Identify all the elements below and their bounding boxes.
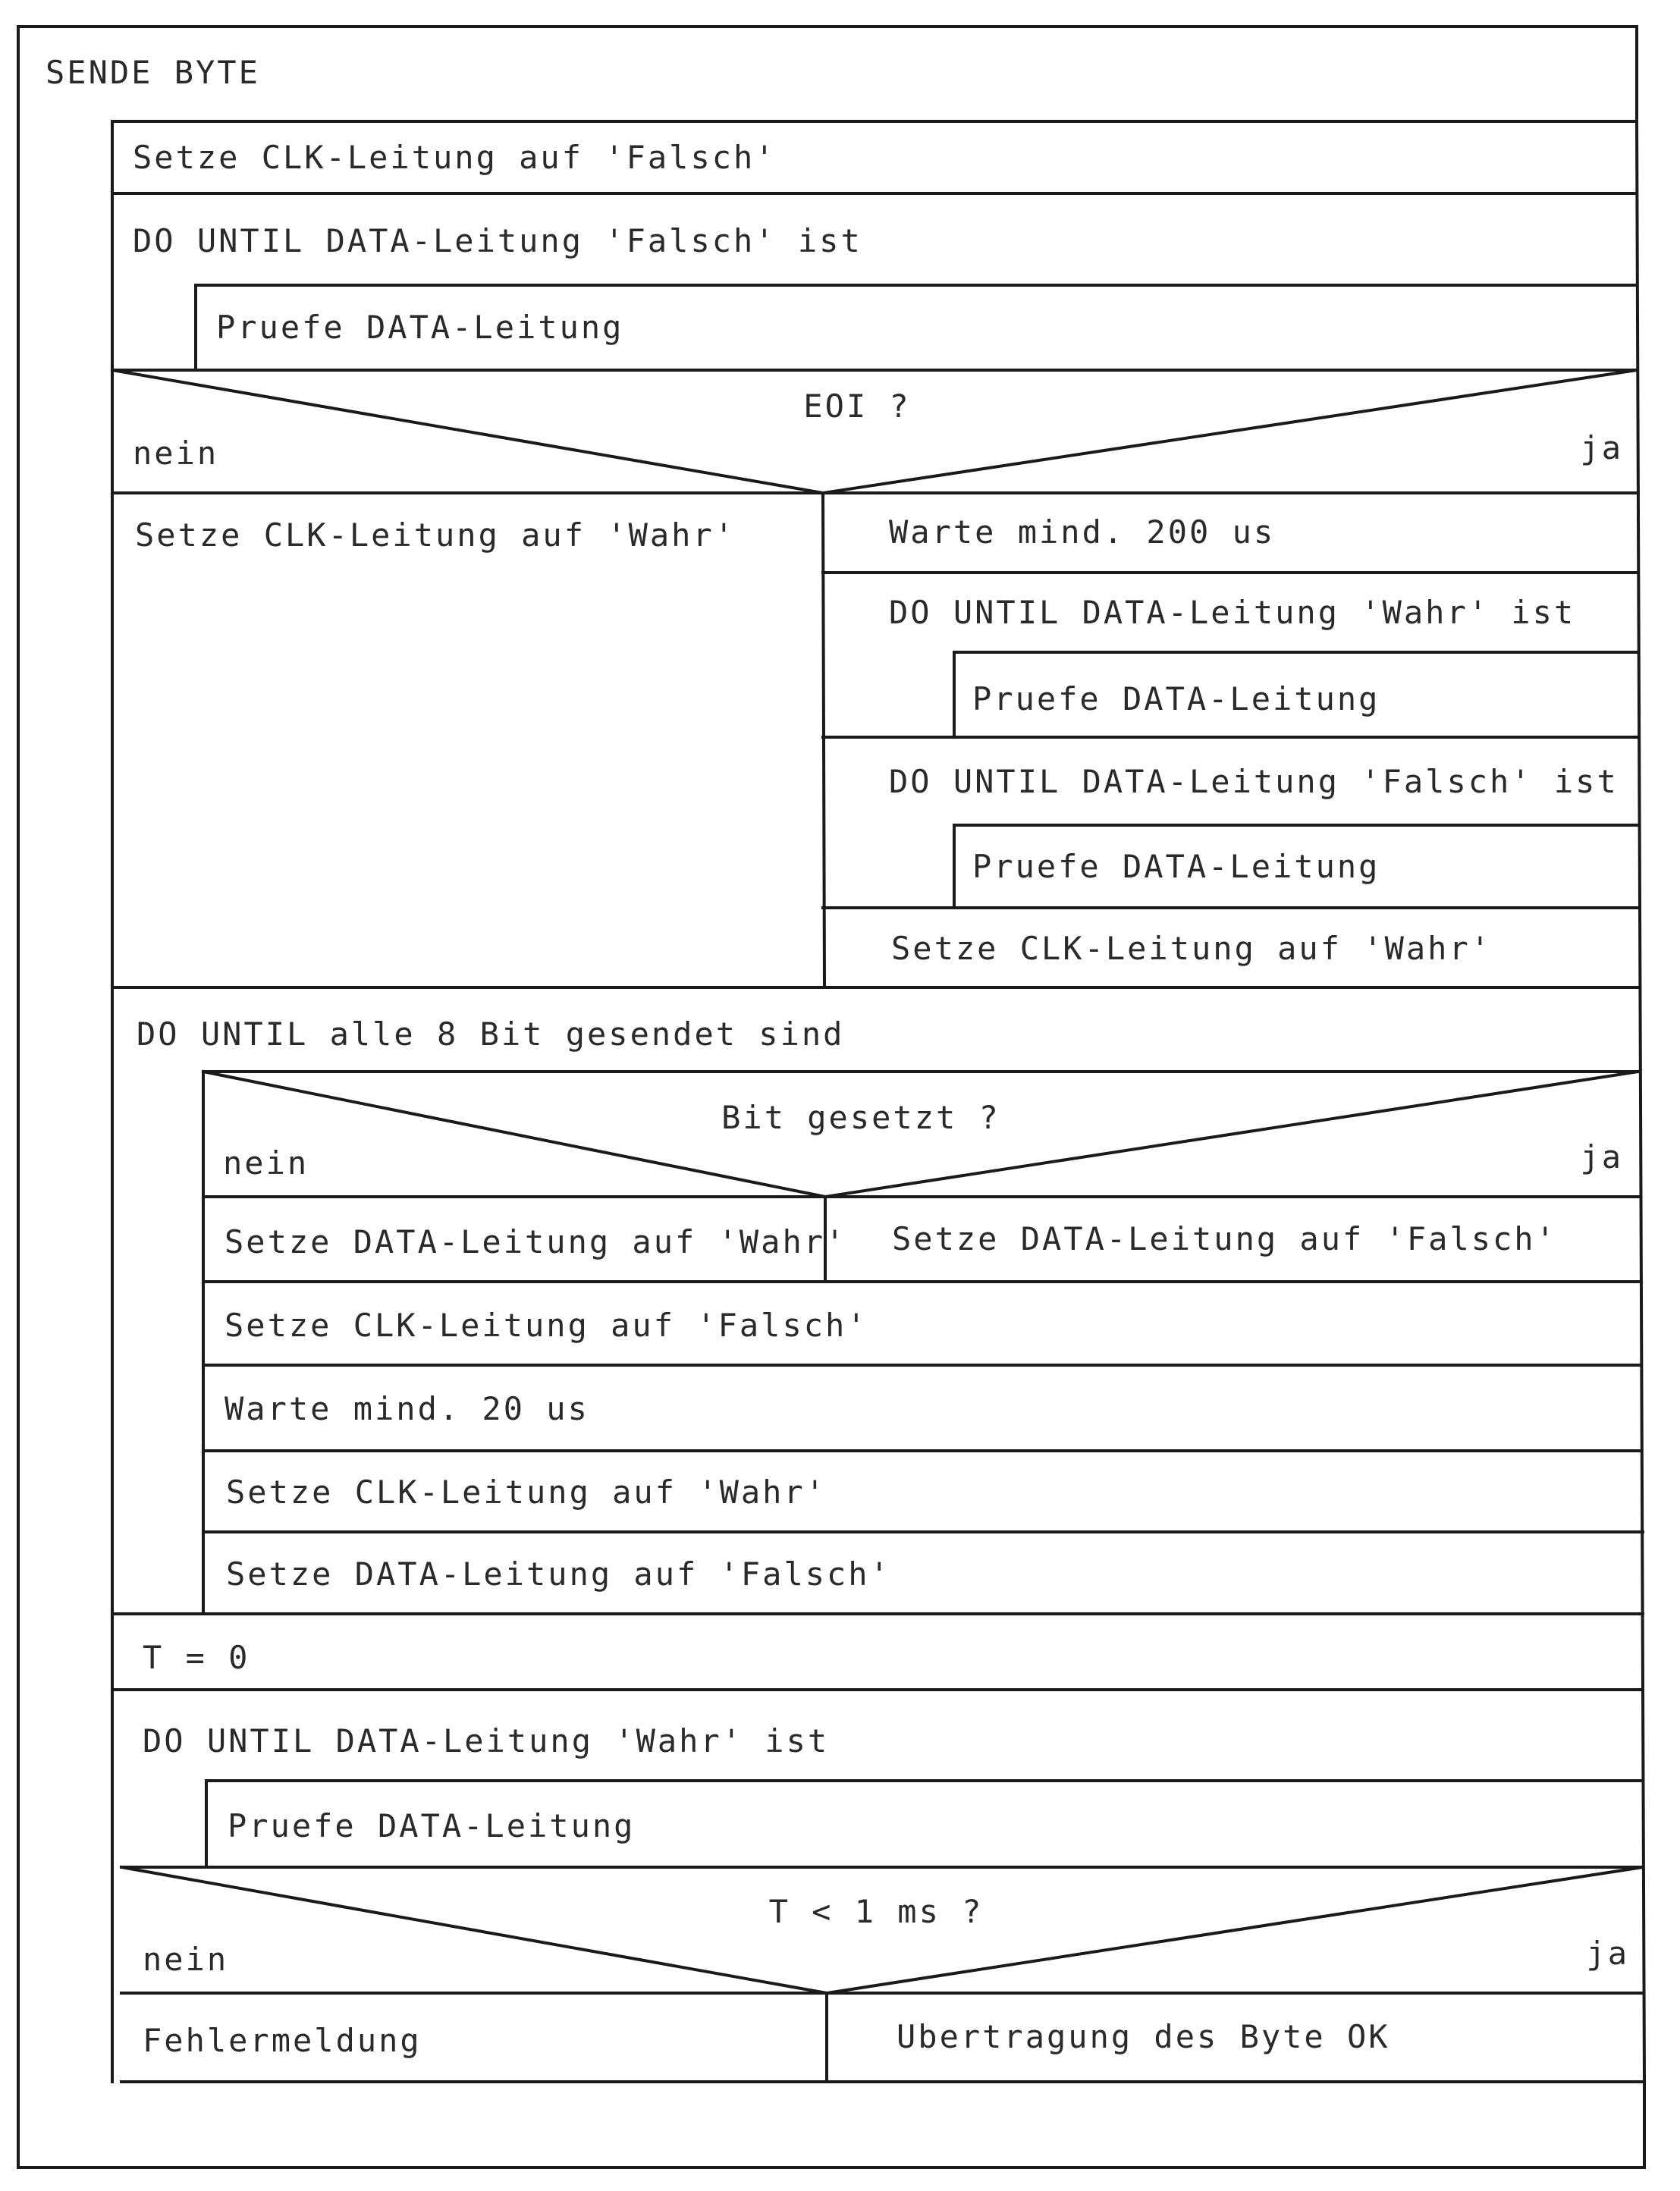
- step-clk-true-2: Setze CLK-Leitung auf 'Wahr': [226, 1474, 827, 1511]
- step-wait-20: Warte mind. 20 us: [225, 1390, 589, 1427]
- eoi-no-clk-true: Setze CLK-Leitung auf 'Wahr': [135, 516, 736, 554]
- bit-question: Bit gesetzt ?: [721, 1099, 1000, 1136]
- step-clk-false-2: Setze CLK-Leitung auf 'Falsch': [225, 1307, 868, 1344]
- timeout-yes-ok: Ubertragung des Byte OK: [897, 2018, 1390, 2055]
- eoi-yes-wait: Warte mind. 200 us: [889, 513, 1276, 551]
- timeout-yes-label: ja: [1586, 1935, 1629, 1972]
- step-check-data-1: Pruefe DATA-Leitung: [216, 309, 624, 346]
- bit-yes-label: ja: [1580, 1138, 1623, 1176]
- eoi-yes-loop-true: DO UNTIL DATA-Leitung 'Wahr' ist: [889, 594, 1576, 631]
- loop-bits: DO UNTIL alle 8 Bit gesendet sind: [137, 1015, 845, 1053]
- loop-data-true: DO UNTIL DATA-Leitung 'Wahr' ist: [143, 1722, 830, 1759]
- step-clk-false-1: Setze CLK-Leitung auf 'Falsch': [133, 139, 777, 176]
- loop-data-false-1: DO UNTIL DATA-Leitung 'Falsch' ist: [133, 222, 862, 259]
- step-data-false-2: Setze DATA-Leitung auf 'Falsch': [226, 1555, 891, 1593]
- bit-no-label: nein: [223, 1144, 309, 1182]
- eoi-yes-loop-false: DO UNTIL DATA-Leitung 'Falsch' ist: [889, 763, 1619, 800]
- diagram-title: SENDE BYTE: [46, 54, 260, 91]
- eoi-yes-check-2: Pruefe DATA-Leitung: [972, 848, 1380, 885]
- outer-frame: [18, 27, 1644, 2167]
- bit-yes-data-false: Setze DATA-Leitung auf 'Falsch': [892, 1220, 1557, 1257]
- bit-no-data-true: Setze DATA-Leitung auf 'Wahr': [225, 1223, 847, 1260]
- eoi-yes-label: ja: [1580, 429, 1623, 466]
- eoi-no-label: nein: [133, 435, 219, 472]
- timeout-question: T < 1 ms ?: [768, 1893, 984, 1930]
- eoi-yes-check-1: Pruefe DATA-Leitung: [972, 680, 1380, 717]
- step-t-zero: T = 0: [143, 1639, 250, 1676]
- eoi-question: EOI ?: [803, 388, 911, 425]
- timeout-no-error: Fehlermeldung: [143, 2022, 422, 2059]
- eoi-yes-clk-true: Setze CLK-Leitung auf 'Wahr': [891, 930, 1493, 967]
- step-check-data-final: Pruefe DATA-Leitung: [228, 1807, 636, 1844]
- timeout-no-label: nein: [143, 1941, 229, 1978]
